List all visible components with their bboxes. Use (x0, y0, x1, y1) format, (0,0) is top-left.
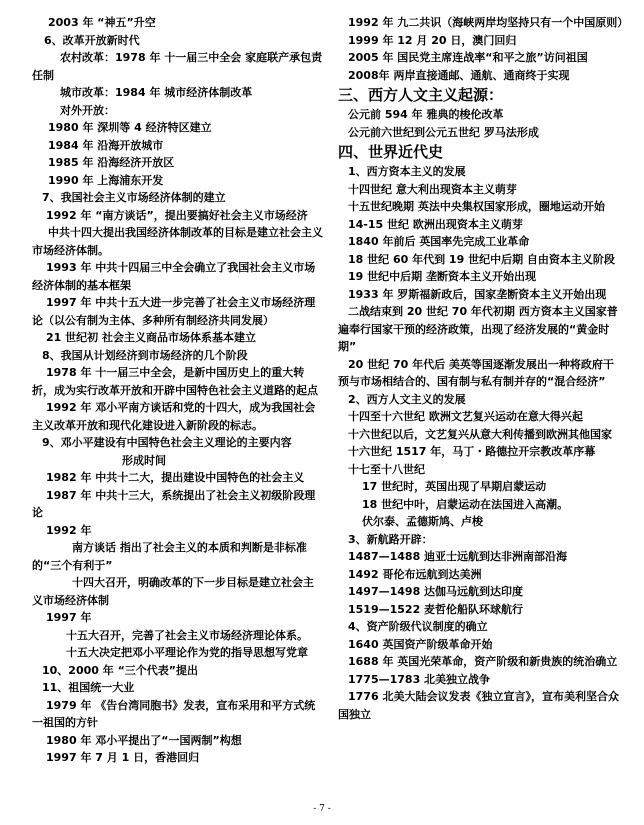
text-line: 4、资产阶级代议制度的确立 (348, 620, 488, 633)
text-line: 1987 年 中共十三大，系统提出了社会主义初级阶段理论 (32, 488, 316, 519)
text-line: 1992 年 (46, 523, 92, 537)
text-line: 1979 年 《告台湾同胞书》发表，宣布采用和平方式统一祖国的方针 (32, 698, 316, 729)
text-line: 1933 年 罗斯福新政后，国家垄断资本主义开始出现 (348, 287, 607, 301)
text-line: 1999 年 12 月 20 日，澳门回归 (348, 33, 517, 47)
text-line: 1992 年 九二共识（海峡两岸均坚持只有一个中国原则） (348, 16, 629, 29)
text-line: 十五大召开，完善了社会主义市场经济理论体系。 (66, 628, 308, 642)
text-line: 1985 年 沿海经济开放区 (48, 156, 175, 169)
text-line: 2005 年 国民党主席连战率“和平之旅”访问祖国 (348, 51, 588, 64)
text-line: 1997 年 (46, 611, 92, 624)
text-line: 10、2000 年 “三个代表”提出 (42, 663, 199, 677)
left-column (32, 14, 324, 767)
text-line: 1、西方资本主义的发展 (348, 165, 466, 178)
text-line: 十五大决定把邓小平理论作为党的指导思想写党章 (66, 646, 308, 659)
text-line: 1519—1522 麦哲伦船队环球航行 (348, 602, 524, 616)
text-line: 1980 年 邓小平提出了“一国两制”构想 (46, 733, 242, 747)
text-line: 1997 年 7 月 1 日，香港回归 (46, 751, 200, 764)
text-line: 1992 年 “南方谈话”，提出要搞好社会主义市场经济 (46, 208, 308, 222)
text-line: 十五世纪晚期 英法中央集权国家形成，圈地运动开始 (348, 200, 605, 213)
text-line: 十六世纪以后，文艺复兴从意大利传播到欧洲其他国家 (348, 427, 612, 441)
text-line: 1840 年前后 英国率先完成工业革命 (348, 235, 530, 248)
text-line: 1776 北美大陆会议发表《独立宣言》，宣布美利坚合众国独立 (338, 690, 619, 721)
text-line: 17 世纪时，英国出现了早期启蒙运动 (362, 480, 547, 493)
text-line: 形成时间 (122, 453, 166, 467)
text-line: 1978 年 十一届三中全会，是新中国历史上的重大转折，成为实行改革开放和开辟中国特色社会主义道路的起点 (32, 366, 318, 397)
text-line: 6、改革开放新时代 (44, 33, 140, 47)
text-line: 城市改革：1984 年 城市经济体制改革 (60, 86, 253, 99)
text-line: 11、祖国统一大业 (42, 681, 135, 694)
text-line: 20 世纪 70 年代后 美英等国逐渐发展出一种将政府干预与市场相结合的、国有制与私有制并存的“混合经济” (338, 357, 614, 388)
text-line: 7、我国社会主义市场经济体制的建立 (42, 191, 226, 204)
section-heading: 三、西方人文主义起源： (338, 86, 504, 104)
text-line: 十四世纪 意大利出现资本主义萌芽 (348, 182, 517, 196)
text-line: 中共十四大提出我国经济体制改革的目标是建立社会主义市场经济体制。 (32, 226, 323, 257)
text-line: 十四至十六世纪 欧洲文艺复兴运动在意大得兴起 (348, 410, 583, 423)
text-line: 1993 年 中共十四届三中全会确立了我国社会主义市场经济体制的基本框架 (32, 261, 316, 292)
text-line: 8、我国从计划经济到市场经济的几个阶段 (42, 348, 248, 362)
text-line: 十六世纪 1517 年，马丁・路德拉开宗教改革序幕 (348, 445, 596, 458)
text-line: 农村改革：1978 年 十一届三中全会 家庭联产承包责任制 (32, 51, 323, 82)
text-line: 1775—1783 北美独立战争 (348, 672, 491, 686)
text-line: 伏尔泰、孟德斯鸠、卢梭 (362, 515, 483, 528)
text-line: 2、西方人文主义的发展 (348, 392, 466, 406)
text-line: 9、邓小平建设有中国特色社会主义理论的主要内容 (42, 436, 292, 449)
text-line: 3、新航路开辟： (348, 532, 433, 546)
text-line: 公元前 594 年 雅典的梭伦改革 (348, 108, 504, 121)
text-line: 1982 年 中共十二大，提出建设中国特色的社会主义 (46, 471, 305, 484)
text-line: 1984 年 沿海开放城市 (48, 138, 164, 152)
text-line: 2003 年 “神五”升空 (48, 16, 156, 29)
text-line: 十四大召开，明确改革的下一步目标是建立社会主义市场经济体制 (32, 576, 314, 607)
text-line: 十七至十八世纪 (348, 462, 425, 476)
text-line: 1997 年 中共十五大进一步完善了社会主义市场经济理论（以公有制为主体、多种所有制经济共同发展） (32, 296, 316, 327)
text-line: 18 世纪中叶，启蒙运动在法国进入高潮。 (362, 497, 569, 511)
text-line: 18 世纪 60 年代到 19 世纪中后期 自由资本主义阶段 (348, 252, 615, 266)
text-line: 1992 年 邓小平南方谈话和党的十四大，成为我国社会主义改革开放和现代化建设进入新阶段的标志。 (32, 401, 316, 432)
text-line: 南方谈话 指出了社会主义的本质和判断是非标准的“三个有利于” (32, 541, 307, 572)
page-number: - 7 - (313, 804, 331, 814)
text-line: 1688 年 英国光荣革命，资产阶级和新贵族的统治确立 (348, 655, 618, 668)
text-line: 公元前六世纪到公元五世纪 罗马法形成 (348, 125, 539, 139)
text-line: 1990 年 上海浦东开发 (48, 173, 164, 187)
text-line: 1640 英国资产阶级革命开始 (348, 637, 493, 651)
text-line: 19 世纪中后期 垄断资本主义开始出现 (348, 270, 536, 283)
text-line: 1492 哥伦布远航到达美洲 (348, 567, 482, 581)
text-line: 1980 年 深圳等 4 经济特区建立 (48, 121, 212, 134)
text-line: 14-15 世纪 欧洲出现资本主义萌芽 (348, 217, 523, 231)
text-line: 21 世纪初 社会主义商品市场体系基本建立 (46, 331, 256, 344)
text-line: 二战结束到 20 世纪 70 年代初期 西方资本主义国家普遍奉行国家干预的经济政策，出现了经济发展的“黄金时期” (338, 305, 618, 353)
text-line: 对外开放： (60, 103, 115, 117)
text-line: 1497—1498 达伽马远航到达印度 (348, 585, 524, 598)
section-heading: 四、世界近代史 (338, 143, 444, 161)
text-line: 2008年 两岸直接通邮、通航、通商终于实现 (348, 68, 570, 82)
right-column (338, 14, 629, 723)
text-line: 1487—1488 迪亚士远航到达非洲南部沿海 (348, 550, 568, 563)
